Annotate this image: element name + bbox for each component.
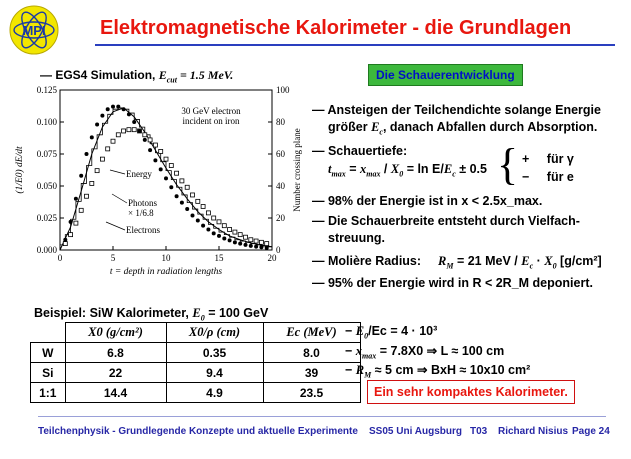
shower-profile-chart [6,82,306,280]
y-tick-label: 0.050 [36,181,57,191]
photon-point [196,199,200,203]
photon-point [259,240,263,244]
x-axis-label: t = depth in radiation lengths [109,267,223,277]
electron-point [69,220,73,224]
y-axis-label: (1/E0) dE/dt [15,146,25,194]
electron-point [217,234,221,238]
photon-point [265,242,269,246]
egs4-label: — EGS4 Simulation, [40,68,156,82]
bullet-particle-density-1: — Ansteigen der Teilchendichte solange Energie [312,103,601,117]
moliere-formula: $R_M = 21$ MeV / $E_c \cdot X_0$ [g/cm²] [438,254,602,271]
table-row-label: Si [31,363,66,383]
y2-tick-label: 60 [276,149,285,159]
electron-point [90,135,94,139]
photon-point [111,139,115,143]
photon-point [85,194,89,198]
table-header-cell: Ec (MeV) [263,323,360,343]
footer-slide: T03 [470,426,488,437]
table-cell: 23.5 [263,383,360,403]
electron-point [63,238,67,242]
case-photon [522,152,574,166]
x-tick-label: 15 [214,253,224,263]
annotation-photons-scale: × 1/6.8 [128,208,154,218]
electron-point [169,185,173,189]
electron-point [100,114,104,118]
electron-point [74,197,78,201]
photon-point [238,233,242,237]
electron-point [164,176,168,180]
photon-point [100,157,104,161]
table-header-cell [31,323,66,343]
y2-axis-label: Number crossing plane [292,128,302,212]
result-energy-ratio: − $E_0/Ec = 4 \cdot 10^3$ [345,324,438,341]
electron-point [138,129,142,133]
y2-tick-label: 40 [276,181,285,191]
bullet-particle-density-2: größer $E_c$, danach Abfallen durch Absorption. [328,120,598,137]
table-row-label: 1:1 [31,383,66,403]
photon-point [201,204,205,208]
x-tick-label: 10 [161,253,171,263]
photon-point [116,133,120,137]
photon-point [148,138,152,142]
electron-point [265,246,269,250]
photon-point [249,238,253,242]
table-header-cell: X0/ρ (cm) [166,323,263,343]
egs4-cut-formula: $E_{cut} = 1.5$ MeV. [158,68,234,85]
photon-point [90,181,94,185]
electron-point [122,107,126,111]
photon-point [164,157,168,161]
photon-point [244,235,248,239]
case-photon-text: für γ [546,152,574,166]
electron-point [132,120,136,124]
y-tick-label: 0.025 [36,213,57,223]
annotation-energy-arrow [110,170,125,174]
chart-title-line-2: incident on iron [182,116,240,126]
photon-point [222,224,226,228]
footer-term: SS05 Uni Augsburg [369,426,462,437]
y2-tick-label: 100 [276,85,290,95]
footer-rule [38,416,606,417]
cases-brace: { [497,140,519,189]
shower-depth-formula: $t_{max} = x_{max} / X_0 = \ln E/E_c \pm 0.5$ [328,162,487,179]
photon-point [95,169,99,173]
annotation-electrons: Electrons [126,225,160,235]
electron-point [233,240,237,244]
result-shower-length: − $x_{max} = 7.8X0$ ⇒ L ≈ 100 cm [345,344,505,361]
y-tick-label: 0.000 [36,245,57,255]
case-photon-sign: + [522,152,530,166]
photon-point [159,149,163,153]
case-electron-sign: − [522,170,530,184]
table-cell: 8.0 [263,343,360,363]
electron-point [244,243,248,247]
photon-point [212,216,216,220]
example-label: Beispiel: SiW Kalorimeter, $E_0 = 100$ GeV [34,306,269,323]
case-electron [522,170,574,184]
chart-title-line-1: 30 GeV electron [181,106,241,116]
electron-point [206,228,210,232]
y-tick-label: 0.125 [36,85,57,95]
photon-point [153,143,157,147]
table-cell: 14.4 [65,383,166,403]
electron-point [249,244,253,248]
photon-point [233,230,237,234]
bullet-energy-containment: — 98% der Energie ist in x < 2.5x_max. [312,194,543,208]
annotation-photons-arrow [112,194,127,203]
table-cell: 6.8 [65,343,166,363]
photon-point [122,129,126,133]
bullet-radial-containment: — 95% der Energie wird in R < 2R_M deponiert. [312,276,593,290]
electron-point [259,245,263,249]
calorimeter-params-table [30,322,361,403]
mpi-logo [8,4,60,56]
footer-course: Teilchenphysik - Grundlegende Konzepte und aktuelle Experimente [38,426,358,437]
logo-text: MPI [22,23,46,38]
annotation-energy: Energy [126,169,152,179]
electron-point [254,245,258,249]
photon-point [206,211,210,215]
bullet-shower-width-1: — Die Schauerbreite entsteht durch Vielfach- [312,214,580,228]
photon-point [228,228,232,232]
electron-point [191,213,195,217]
electron-point [180,201,184,205]
annotation-electrons-arrow [106,222,125,230]
photon-point [191,193,195,197]
electron-point [196,219,200,223]
table-row [31,383,361,403]
photon-point [180,179,184,183]
x-tick-label: 20 [267,253,277,263]
electron-point [228,238,232,242]
photon-point [132,128,136,132]
table-cell: 22 [65,363,166,383]
electron-point [222,236,226,240]
electron-point [106,107,110,111]
photon-point [143,133,147,137]
photon-point [127,128,131,132]
photon-point [79,208,83,212]
photon-point [106,147,110,151]
y-tick-label: 0.075 [36,149,57,159]
table-cell: 39 [263,363,360,383]
table-cell: 0.35 [166,343,263,363]
table-cell: 4.9 [166,383,263,403]
case-electron-text: für e [546,170,574,184]
table-row-label: W [31,343,66,363]
electron-point [111,105,115,109]
footer-author: Richard Nisius [498,426,569,437]
schauerentwicklung-badge: Die Schauerentwicklung [368,64,523,86]
annotation-photons: Photons [128,198,158,208]
table-row [31,343,361,363]
electron-point [201,224,205,228]
bullet-shower-width-2: streuung. [328,231,385,245]
photon-point [169,164,173,168]
electron-point [185,207,189,211]
table-cell: 9.4 [166,363,263,383]
y2-tick-label: 0 [276,245,281,255]
electron-point [238,242,242,246]
electron-point [212,231,216,235]
bullet-moliere-label: — Molière Radius: [312,254,422,268]
electron-point [148,148,152,152]
photon-point [185,185,189,189]
y-tick-label: 0.100 [36,117,57,127]
electron-point [116,105,120,109]
electron-point [175,194,179,198]
x-tick-label: 0 [57,253,63,263]
photon-point [217,220,221,224]
y2-tick-label: 80 [276,117,285,127]
footer-page: Page 24 [572,426,610,437]
result-moliere-size: − $R_M \approx 5$ cm ⇒ BxH ≈ 10x10 cm² [345,363,531,380]
electron-point [153,158,157,162]
photon-point [63,242,67,246]
electron-point [95,123,99,127]
electron-point [143,138,147,142]
title-rule [95,44,615,46]
table-header-cell: X0 (g/cm²) [65,323,166,343]
bullet-shower-depth-label: — Schauertiefe: [312,144,408,158]
table-row [31,363,361,383]
photon-point [69,233,73,237]
electron-point [159,167,163,171]
electron-point [127,112,131,116]
photon-point [74,221,78,225]
electron-point [85,152,89,156]
slide-title: Elektromagnetische Kalorimeter - die Grundlagen [100,17,572,39]
y2-tick-label: 20 [276,213,285,223]
photon-point [175,171,179,175]
photon-point [254,239,258,243]
compact-calorimeter-badge: Ein sehr kompaktes Kalorimeter. [367,380,575,404]
x-tick-label: 5 [110,253,116,263]
electron-point [79,174,83,178]
